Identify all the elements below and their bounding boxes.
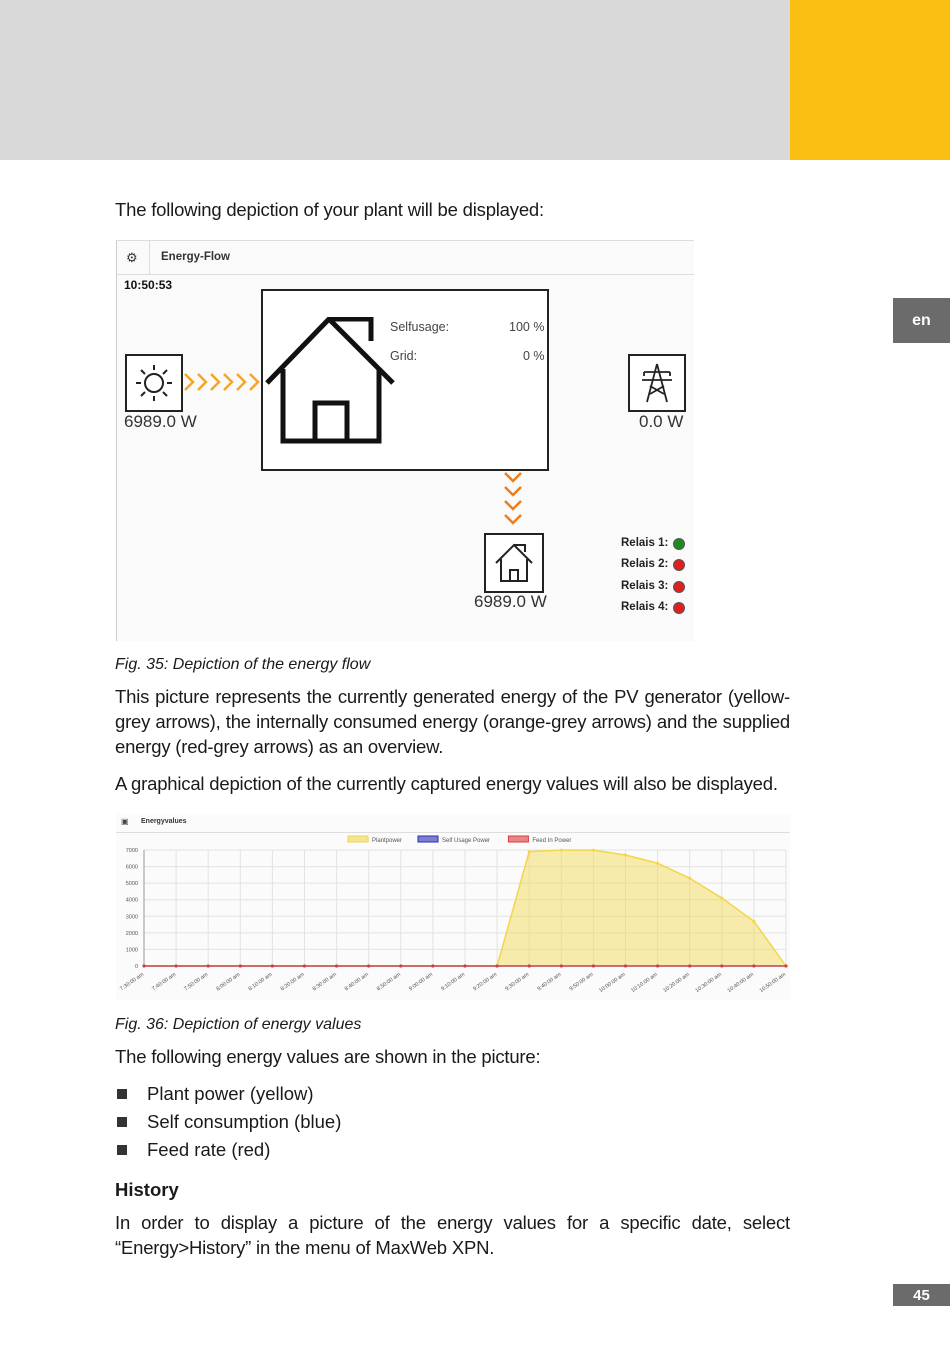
data-point: [271, 965, 274, 968]
x-tick-label: 10:30:00 am: [694, 971, 723, 995]
consumption-power-value: 6989.0 W: [474, 592, 547, 611]
intro-text: The following depiction of your plant will be displayed:: [115, 199, 544, 220]
data-point: [303, 965, 306, 968]
y-tick-label: 6000: [125, 864, 138, 871]
data-point: [528, 965, 531, 968]
data-point: [143, 965, 146, 968]
home-icon: [486, 535, 542, 591]
data-point: [560, 849, 563, 852]
energy-values-list: [115, 1080, 341, 1164]
relais-4-label: Relais 4:: [621, 601, 669, 613]
paragraph-graphical: A graphical depiction of the currently captured energy values will also be displayed.: [115, 773, 778, 794]
dashboard-icon: ⚙: [126, 250, 138, 265]
x-tick-label: 7:50:00 am: [183, 971, 210, 993]
data-point: [335, 965, 338, 968]
data-point: [239, 965, 242, 968]
energy-flow-screenshot: [116, 240, 694, 641]
pv-power-value: 6989.0 W: [124, 412, 197, 431]
legend-swatch: [348, 836, 368, 842]
house-overview-box: [261, 289, 549, 471]
data-point: [656, 965, 659, 968]
grid-power-value: 0.0 W: [639, 412, 684, 431]
x-tick-label: 10:00:00 am: [598, 971, 627, 995]
selfusage-value: 100 %: [509, 320, 545, 334]
energy-values-chart: [116, 832, 790, 1000]
header-divider: [149, 241, 150, 274]
data-point: [207, 965, 210, 968]
x-tick-label: 9:50:00 am: [568, 971, 595, 993]
y-tick-label: 4000: [125, 897, 138, 904]
x-tick-label: 10:40:00 am: [726, 971, 756, 995]
list-item: [115, 1080, 341, 1108]
page-number: 45: [893, 1284, 950, 1306]
x-tick-label: 10:50:00 am: [758, 971, 788, 995]
data-point: [592, 965, 595, 968]
paragraph-values-intro: The following energy values are shown in the picture:: [115, 1046, 541, 1067]
x-tick-label: 10:20:00 am: [662, 971, 691, 995]
x-tick-label: 8:10:00 am: [247, 971, 274, 993]
sun-icon: [127, 356, 181, 410]
relais-1-label: Relais 1:: [621, 537, 669, 549]
x-tick-label: 9:40:00 am: [536, 971, 563, 993]
grid-box: [628, 354, 686, 412]
data-point: [464, 965, 467, 968]
list-item: [115, 1136, 341, 1164]
fig35-caption: Fig. 35: Depiction of the energy flow: [115, 656, 371, 673]
pv-flow-arrows: [183, 371, 263, 393]
data-point: [688, 877, 691, 880]
data-point: [624, 853, 627, 856]
history-text: In order to display a picture of the energy values for a specific date, select “Energy>History” in the menu of MaxWeb XPN.: [115, 1212, 790, 1258]
power-pylon-icon: [630, 356, 684, 410]
relais-3-status-dot: [673, 581, 685, 593]
list-item-text: Plant power (yellow): [147, 1083, 314, 1104]
x-tick-label: 9:20:00 am: [472, 971, 499, 993]
x-tick-label: 9:30:00 am: [504, 971, 531, 993]
x-tick-label: 8:00:00 am: [215, 971, 242, 993]
list-item-text: Feed rate (red): [147, 1139, 271, 1160]
chart-icon: ▣: [121, 817, 129, 826]
energy-values-screenshot: [116, 814, 790, 1000]
relais-1-status-dot: [673, 538, 685, 550]
energy-flow-title: Energy-Flow: [161, 251, 231, 263]
data-point: [560, 965, 563, 968]
data-point: [656, 862, 659, 865]
data-point: [496, 965, 499, 968]
data-point: [431, 965, 434, 968]
list-item-text: Self consumption (blue): [147, 1111, 342, 1132]
data-point: [624, 965, 627, 968]
y-tick-label: 1000: [125, 947, 138, 954]
y-tick-label: 7000: [125, 848, 138, 854]
data-point: [688, 965, 691, 968]
data-point: [720, 965, 723, 968]
bullet-square: [117, 1089, 127, 1099]
x-tick-label: 8:30:00 am: [311, 971, 338, 993]
relais-4-status-dot: [673, 602, 685, 614]
relais-2-label: Relais 2:: [621, 558, 669, 570]
data-point: [752, 965, 755, 968]
paragraph-overview: This picture represents the currently generated energy of the PV generator (yellow-grey arrows), the internally consumed energy (orange-grey arrows) and the supplied energy (red-grey arrows) as an overview.: [115, 686, 790, 757]
energy-values-header: [116, 814, 790, 833]
fig36-caption: Fig. 36: Depiction of energy values: [115, 1016, 362, 1033]
header-grey-band: [0, 0, 790, 160]
data-point: [752, 920, 755, 923]
grid-share-value: 0 %: [523, 349, 545, 363]
legend-swatch: [418, 836, 438, 842]
x-tick-label: 8:40:00 am: [343, 971, 370, 993]
x-tick-label: 7:30:00 am: [119, 971, 146, 993]
y-tick-label: 5000: [125, 881, 138, 888]
x-tick-label: 9:00:00 am: [408, 971, 435, 993]
legend-label: Plantpower: [372, 838, 403, 844]
energy-values-title: Energyvalues: [141, 818, 187, 825]
clock-time: 10:50:53: [124, 278, 173, 292]
y-tick-label: 0: [134, 964, 138, 970]
pv-generator-box: [125, 354, 183, 412]
relais-2-status-dot: [673, 559, 685, 571]
x-tick-label: 10:10:00 am: [630, 971, 659, 995]
energy-flow-header: [117, 241, 694, 275]
consumer-box: [484, 533, 544, 593]
y-tick-label: 2000: [125, 930, 138, 937]
house-icon: [265, 317, 397, 445]
data-point: [175, 965, 178, 968]
bullet-square: [117, 1117, 127, 1127]
y-tick-label: 3000: [125, 914, 138, 921]
x-tick-label: 8:50:00 am: [375, 971, 402, 993]
grid-label: Grid:: [390, 349, 418, 363]
data-point: [528, 850, 531, 853]
legend-label: Feed In Power: [532, 838, 572, 844]
data-point: [720, 897, 723, 900]
x-tick-label: 8:20:00 am: [279, 971, 306, 993]
x-tick-label: 9:10:00 am: [440, 971, 467, 993]
data-point: [399, 965, 402, 968]
legend-swatch: [508, 836, 528, 842]
selfusage-label: Selfusage:: [390, 320, 450, 334]
data-point: [785, 965, 788, 968]
consumption-flow-arrows: [502, 470, 524, 532]
list-item: [115, 1108, 341, 1136]
data-point: [367, 965, 370, 968]
relais-3-label: Relais 3:: [621, 580, 669, 592]
bullet-square: [117, 1145, 127, 1155]
data-point: [592, 849, 595, 852]
x-tick-label: 7:40:00 am: [151, 971, 178, 993]
history-heading: History: [115, 1179, 179, 1200]
language-tab: en: [893, 298, 950, 343]
header-yellow-band: [790, 0, 950, 160]
legend-label: Self Usage Power: [442, 838, 491, 844]
